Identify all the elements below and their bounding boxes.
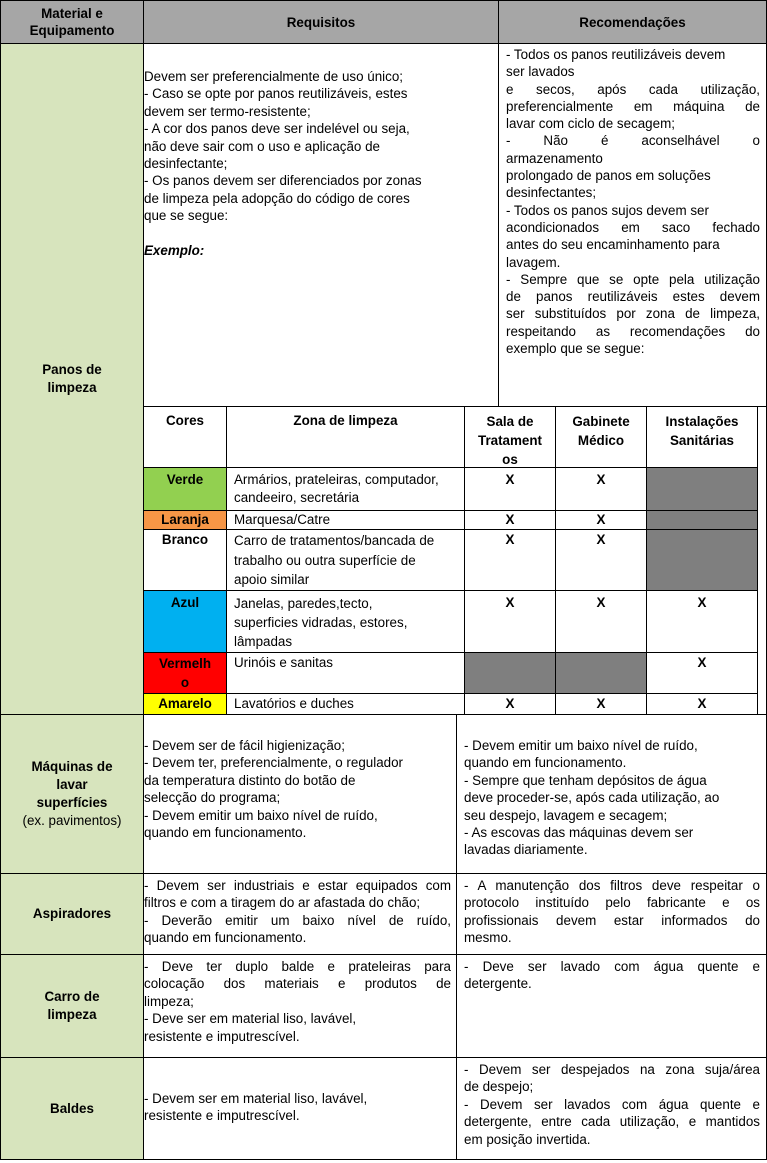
header-label: os [502, 452, 518, 467]
color-name: Branco [161, 532, 209, 547]
label-note: (ex. pavimentos) [22, 813, 122, 828]
maquinas-recomendacoes-text [464, 737, 760, 859]
text-line: - Não é aconselhável o [506, 133, 760, 149]
text-line: detergente, entre cada utilização, e mantidos [464, 1114, 760, 1130]
aspiradores-recomendacoes-cell [456, 873, 767, 955]
text-line: - Devem ser industriais e estar equipados com [144, 878, 451, 893]
text-line: - As escovas das máquinas devem ser [464, 825, 694, 841]
verde-sala [464, 467, 556, 511]
check-mark: X [596, 512, 606, 527]
zone-text: trabalho ou outra superfície de [234, 552, 416, 568]
text-line: colocação dos materiais e produtos de [144, 976, 451, 992]
label-line: limpeza [47, 1007, 97, 1022]
header-requisitos-label: Requisitos [286, 14, 356, 30]
header-requisitos [143, 0, 499, 44]
panos-recomendacoes-text [506, 46, 760, 357]
header-label: Sanitárias [669, 433, 734, 448]
zone-text: Marquesa/Catre [234, 512, 331, 527]
row-label-aspiradores [0, 873, 144, 955]
panos-right-border [757, 406, 767, 715]
text-line: quando em funcionamento. [464, 755, 627, 771]
text-line: respeitando as recomendações do [506, 323, 760, 339]
header-recomendacoes-label: Recomendações [579, 14, 686, 30]
verde-gabinete [555, 467, 647, 511]
label-line: Aspiradores [32, 906, 112, 921]
check-mark: X [596, 696, 606, 711]
color-header-gabinete [555, 406, 647, 468]
color-name: o [180, 675, 190, 690]
check-mark: X [505, 532, 515, 547]
header-label: Sala de [486, 414, 534, 429]
zone-text: Lavatórios e duches [234, 696, 354, 711]
label-line: lavar [56, 777, 88, 792]
color-name: Azul [170, 595, 200, 610]
text-line: lavadas diariamente. [464, 842, 588, 858]
verde-instalacoes-na [646, 467, 758, 511]
text-line: que se segue: [144, 208, 229, 224]
text-line: - Devem emitir um baixo nível de ruído, [144, 807, 378, 823]
text-line: de panos reutilizáveis estes devem [506, 289, 760, 305]
text-line: acondicionados em saco fechado [506, 219, 760, 235]
vermelho-sala-na [464, 652, 556, 694]
text-line: quando em funcionamento. [144, 930, 307, 946]
row-label-carro [0, 954, 144, 1058]
text-line: filtros e com a tiragem do ar afastada do chão; [144, 895, 421, 911]
vermelho-gabinete-na [555, 652, 647, 694]
text-line: lavagem. [506, 254, 561, 270]
header-recomendacoes [498, 0, 767, 44]
text-line: antes do seu encaminhamento para [506, 237, 720, 253]
text-line: da temperatura distinto do botão de [144, 772, 356, 788]
zone-amarelo [226, 693, 465, 715]
baldes-requisitos-cell [143, 1057, 457, 1160]
maquinas-requisitos-cell [143, 714, 457, 874]
text-line: seu despejo, lavagem e secagem; [464, 807, 668, 823]
text-line: Devem ser preferencialmente de uso único; [144, 69, 404, 84]
row-label-maquinas [0, 714, 144, 874]
zone-text: Janelas, paredes,tecto, [234, 596, 373, 611]
check-mark: X [596, 532, 606, 547]
text-line: devem ser termo-resistente; [144, 103, 311, 119]
text-line: - Caso se opte por panos reutilizáveis, estes [144, 86, 408, 102]
text-line: - Devem emitir um baixo nível de ruído, [464, 738, 698, 753]
label-line: Carro de [44, 989, 100, 1004]
zone-text: superficies vidradas, estores, [234, 615, 408, 630]
check-mark: X [505, 696, 515, 711]
check-mark: X [697, 696, 707, 711]
text-line: resistente e imputrescível. [144, 1028, 300, 1044]
header-label: Cores [166, 413, 204, 428]
zone-text: apoio similar [234, 572, 310, 587]
color-swatch-verde [143, 467, 227, 511]
carro-recomendacoes-cell [456, 954, 767, 1058]
color-name: Verde [166, 472, 204, 487]
text-line: - Todos os panos sujos devem ser [506, 202, 709, 218]
branco-sala [464, 529, 556, 591]
color-header-cores [143, 406, 227, 468]
text-line: de limpeza pela adopção do código de cores [144, 190, 410, 206]
baldes-requisitos-text [144, 1090, 456, 1125]
text-line: armazenamento [506, 150, 603, 166]
laranja-instalacoes-na [646, 510, 758, 530]
text-line: - Os panos devem ser diferenciados por zonas [144, 173, 422, 189]
label-line: Máquinas de [31, 759, 113, 774]
text-line: detergente. [464, 976, 532, 992]
check-mark: X [596, 472, 606, 487]
text-line: - Sempre que tenham depósitos de água [464, 772, 707, 788]
zone-text: Urinóis e sanitas [234, 655, 333, 670]
text-line: em posição invertida. [464, 1131, 591, 1147]
branco-instalacoes-na [646, 529, 758, 591]
color-name: Vermelh [158, 656, 212, 671]
color-name: Amarelo [158, 696, 212, 711]
text-line: desinfectantes; [506, 185, 597, 201]
check-mark: X [505, 512, 515, 527]
label-line: Panos de [42, 362, 102, 377]
color-header-sala [464, 406, 556, 468]
text-line: - Todos os panos reutilizáveis devem [506, 47, 726, 62]
text-line: - Devem ser lavados com água quente e [464, 1096, 760, 1112]
check-mark: X [505, 472, 515, 487]
zone-text: Armários, prateleiras, computador, [234, 472, 439, 487]
amarelo-instalacoes [646, 693, 758, 715]
color-swatch-vermelho [143, 652, 227, 694]
text-line: - Deve ser lavado com água quente e [464, 959, 760, 974]
row-label-panos [0, 43, 144, 715]
text-line: - Devem ter, preferencialmente, o regulador [144, 755, 404, 771]
amarelo-sala [464, 693, 556, 715]
label-line: Baldes [50, 1100, 94, 1116]
text-line: - Deverão emitir um baixo nível de ruído, [144, 912, 451, 928]
row-label-baldes [0, 1057, 144, 1160]
text-line: - Devem ser em material liso, lavável, [144, 1091, 368, 1106]
header-material-line2: Equipamento [29, 23, 115, 38]
text-line: - Devem ser de fácil higienização; [144, 738, 345, 753]
aspiradores-requisitos-text [144, 877, 451, 947]
check-mark: X [596, 595, 606, 610]
text-line: deve proceder-se, após cada utilização, ao [464, 790, 720, 806]
carro-recomendacoes-text [464, 958, 760, 993]
text-line: lavar com ciclo de secagem; [506, 116, 675, 132]
panos-requisitos-cell [143, 43, 499, 407]
zone-text: Carro de tratamentos/bancada de [234, 533, 435, 548]
color-name: Laranja [161, 512, 209, 527]
text-line: ser substituídos por zona de limpeza, [506, 306, 760, 322]
baldes-recomendacoes-text [464, 1061, 760, 1148]
text-line: profissionais devem estar informados do [464, 912, 760, 928]
baldes-recomendacoes-cell [456, 1057, 767, 1160]
text-line: - Deve ser em material liso, lavável, [144, 1011, 357, 1027]
amarelo-gabinete [555, 693, 647, 715]
zone-azul [226, 590, 465, 653]
text-line: quando em funcionamento. [144, 825, 307, 841]
zone-vermelho [226, 652, 465, 694]
check-mark: X [697, 655, 707, 670]
color-swatch-amarelo [143, 693, 227, 715]
carro-requisitos-cell [143, 954, 457, 1058]
color-swatch-branco [143, 529, 227, 591]
text-line: de despejo; [464, 1079, 534, 1095]
color-swatch-laranja [143, 510, 227, 530]
text-line: protocolo instituído pelo fabricante e os [464, 895, 760, 911]
text-line: - A manutenção dos filtros deve respeitar o [464, 878, 760, 893]
zone-text: candeeiro, secretária [234, 490, 360, 505]
zone-verde [226, 467, 465, 511]
header-label: Tratament [478, 433, 542, 448]
color-header-zona [226, 406, 465, 468]
text-line: resistente e imputrescível. [144, 1108, 300, 1124]
check-mark: X [697, 595, 707, 610]
check-mark: X [505, 595, 515, 610]
carro-requisitos-text [144, 958, 451, 1045]
zone-laranja [226, 510, 465, 530]
header-material [0, 0, 144, 44]
color-header-instalacoes [646, 406, 758, 468]
panos-recomendacoes-cell [498, 43, 767, 407]
azul-sala [464, 590, 556, 653]
azul-instalacoes [646, 590, 758, 653]
color-swatch-azul [143, 590, 227, 653]
text-line: desinfectante; [144, 156, 228, 172]
zone-text: lâmpadas [234, 634, 293, 649]
panos-requisitos-text [144, 68, 498, 259]
text-line: não deve sair com o uso e aplicação de [144, 138, 380, 154]
text-line: limpeza; [144, 993, 194, 1009]
laranja-sala [464, 510, 556, 530]
label-line: superfícies [36, 795, 108, 810]
azul-gabinete [555, 590, 647, 653]
text-line: - Sempre que se opte pela utilização [506, 271, 760, 287]
aspiradores-recomendacoes-text [464, 877, 760, 947]
text-line: - Deve ter duplo balde e prateleiras para [144, 959, 451, 974]
maquinas-recomendacoes-cell [456, 714, 767, 874]
text-line: e secos, após cada utilização, [506, 81, 760, 97]
example-label: Exemplo: [144, 242, 205, 258]
text-line: exemplo que se segue: [506, 341, 645, 357]
header-label: Gabinete [572, 414, 630, 429]
header-label: Zona de limpeza [293, 413, 398, 428]
aspiradores-requisitos-cell [143, 873, 457, 955]
text-line: - Devem ser despejados na zona suja/área [464, 1062, 760, 1077]
vermelho-instalacoes [646, 652, 758, 694]
text-line: mesmo. [464, 930, 512, 946]
text-line: selecção do programa; [144, 790, 281, 806]
laranja-gabinete [555, 510, 647, 530]
header-label: Médico [577, 433, 625, 448]
header-label: Instalações [665, 414, 739, 429]
header-material-line1: Material e [41, 6, 103, 21]
maquinas-requisitos-text [144, 737, 456, 841]
text-line: preferencialmente em máquina de [506, 98, 760, 114]
text-line: prolongado de panos em soluções [506, 168, 711, 184]
branco-gabinete [555, 529, 647, 591]
text-line: - A cor dos panos deve ser indelével ou seja, [144, 121, 410, 137]
label-line: limpeza [47, 380, 97, 395]
zone-branco [226, 529, 465, 591]
text-line: ser lavados [506, 64, 575, 80]
